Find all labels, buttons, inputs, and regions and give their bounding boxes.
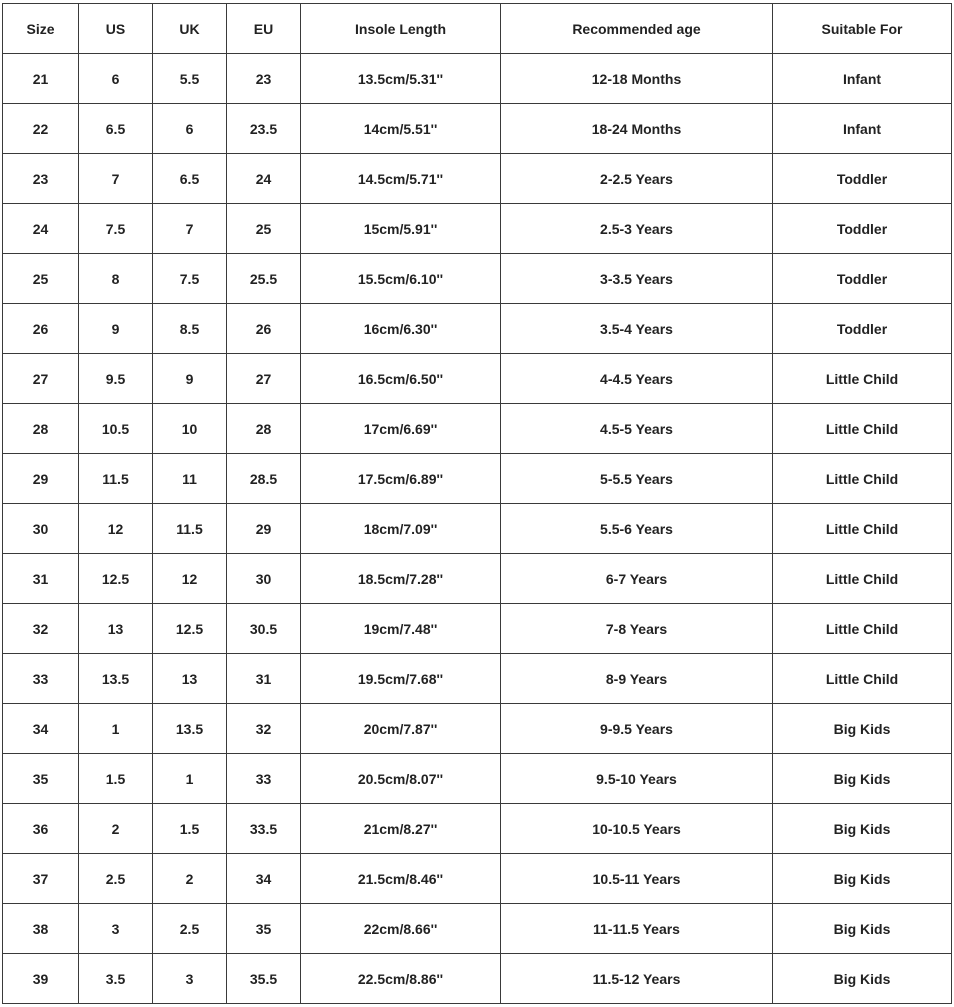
cell-insole-length: 18cm/7.09'' [301,504,501,554]
cell-size: 35 [3,754,79,804]
cell-suitable-for: Toddler [773,254,952,304]
cell-uk: 7.5 [153,254,227,304]
cell-size: 28 [3,404,79,454]
cell-uk: 13 [153,654,227,704]
cell-uk: 8.5 [153,304,227,354]
cell-recommended-age: 7-8 Years [501,604,773,654]
cell-uk: 12 [153,554,227,604]
cell-insole-length: 16.5cm/6.50'' [301,354,501,404]
column-header-us: US [79,4,153,54]
table-row [3,904,952,954]
cell-recommended-age: 5-5.5 Years [501,454,773,504]
column-header-eu: EU [227,4,301,54]
cell-suitable-for: Little Child [773,604,952,654]
cell-suitable-for: Big Kids [773,954,952,1004]
cell-suitable-for: Big Kids [773,854,952,904]
cell-us: 8 [79,254,153,304]
cell-eu: 30.5 [227,604,301,654]
cell-recommended-age: 12-18 Months [501,54,773,104]
cell-insole-length: 20cm/7.87'' [301,704,501,754]
cell-insole-length: 21cm/8.27'' [301,804,501,854]
cell-size: 30 [3,504,79,554]
table-row [3,654,952,704]
cell-size: 39 [3,954,79,1004]
cell-uk: 3 [153,954,227,1004]
table-row [3,354,952,404]
cell-recommended-age: 3.5-4 Years [501,304,773,354]
cell-us: 7 [79,154,153,204]
cell-size: 32 [3,604,79,654]
cell-size: 25 [3,254,79,304]
cell-recommended-age: 5.5-6 Years [501,504,773,554]
table-header [3,4,952,54]
cell-uk: 1.5 [153,804,227,854]
cell-size: 34 [3,704,79,754]
cell-eu: 34 [227,854,301,904]
cell-size: 27 [3,354,79,404]
column-header-size: Size [3,4,79,54]
cell-us: 10.5 [79,404,153,454]
cell-insole-length: 16cm/6.30'' [301,304,501,354]
cell-insole-length: 15cm/5.91'' [301,204,501,254]
cell-insole-length: 18.5cm/7.28'' [301,554,501,604]
cell-suitable-for: Little Child [773,554,952,604]
cell-size: 22 [3,104,79,154]
cell-size: 24 [3,204,79,254]
cell-uk: 11 [153,454,227,504]
cell-recommended-age: 4.5-5 Years [501,404,773,454]
table-row [3,54,952,104]
cell-uk: 6.5 [153,154,227,204]
cell-suitable-for: Little Child [773,654,952,704]
cell-size: 23 [3,154,79,204]
cell-uk: 6 [153,104,227,154]
cell-us: 13.5 [79,654,153,704]
header-row [3,4,952,54]
cell-insole-length: 13.5cm/5.31'' [301,54,501,104]
cell-eu: 30 [227,554,301,604]
cell-uk: 11.5 [153,504,227,554]
column-header-recommended-age: Recommended age [501,4,773,54]
cell-us: 3 [79,904,153,954]
column-header-uk: UK [153,4,227,54]
size-chart-table [2,3,952,1004]
cell-us: 9.5 [79,354,153,404]
table-row [3,404,952,454]
cell-eu: 35 [227,904,301,954]
cell-suitable-for: Little Child [773,504,952,554]
cell-us: 2 [79,804,153,854]
cell-suitable-for: Little Child [773,404,952,454]
cell-eu: 25 [227,204,301,254]
cell-size: 31 [3,554,79,604]
cell-eu: 33.5 [227,804,301,854]
cell-suitable-for: Toddler [773,154,952,204]
cell-eu: 31 [227,654,301,704]
table-row [3,454,952,504]
cell-recommended-age: 2.5-3 Years [501,204,773,254]
cell-recommended-age: 11.5-12 Years [501,954,773,1004]
cell-recommended-age: 10-10.5 Years [501,804,773,854]
cell-recommended-age: 2-2.5 Years [501,154,773,204]
cell-size: 38 [3,904,79,954]
table-row [3,604,952,654]
cell-suitable-for: Little Child [773,354,952,404]
cell-us: 2.5 [79,854,153,904]
cell-eu: 23.5 [227,104,301,154]
cell-insole-length: 19cm/7.48'' [301,604,501,654]
cell-insole-length: 21.5cm/8.46'' [301,854,501,904]
cell-us: 13 [79,604,153,654]
cell-size: 37 [3,854,79,904]
table-row [3,804,952,854]
cell-us: 1.5 [79,754,153,804]
cell-recommended-age: 10.5-11 Years [501,854,773,904]
cell-us: 6 [79,54,153,104]
cell-recommended-age: 4-4.5 Years [501,354,773,404]
table-row [3,704,952,754]
cell-suitable-for: Big Kids [773,704,952,754]
cell-recommended-age: 18-24 Months [501,104,773,154]
table-row [3,104,952,154]
table-row [3,504,952,554]
cell-size: 26 [3,304,79,354]
cell-size: 21 [3,54,79,104]
cell-eu: 24 [227,154,301,204]
cell-eu: 25.5 [227,254,301,304]
cell-size: 29 [3,454,79,504]
cell-us: 12.5 [79,554,153,604]
cell-eu: 26 [227,304,301,354]
cell-insole-length: 19.5cm/7.68'' [301,654,501,704]
cell-insole-length: 22.5cm/8.86'' [301,954,501,1004]
cell-suitable-for: Toddler [773,204,952,254]
cell-us: 7.5 [79,204,153,254]
cell-uk: 5.5 [153,54,227,104]
cell-uk: 12.5 [153,604,227,654]
cell-recommended-age: 6-7 Years [501,554,773,604]
cell-insole-length: 17cm/6.69'' [301,404,501,454]
cell-eu: 32 [227,704,301,754]
cell-us: 3.5 [79,954,153,1004]
cell-eu: 33 [227,754,301,804]
cell-uk: 9 [153,354,227,404]
cell-us: 6.5 [79,104,153,154]
cell-suitable-for: Big Kids [773,754,952,804]
table-row [3,954,952,1004]
cell-insole-length: 14cm/5.51'' [301,104,501,154]
cell-size: 33 [3,654,79,704]
cell-recommended-age: 9.5-10 Years [501,754,773,804]
cell-insole-length: 20.5cm/8.07'' [301,754,501,804]
cell-recommended-age: 3-3.5 Years [501,254,773,304]
cell-recommended-age: 8-9 Years [501,654,773,704]
cell-insole-length: 17.5cm/6.89'' [301,454,501,504]
cell-uk: 10 [153,404,227,454]
cell-uk: 7 [153,204,227,254]
table-body [3,54,952,1004]
table-row [3,754,952,804]
cell-suitable-for: Little Child [773,454,952,504]
cell-uk: 13.5 [153,704,227,754]
table-row [3,554,952,604]
cell-eu: 35.5 [227,954,301,1004]
cell-eu: 28.5 [227,454,301,504]
cell-uk: 2.5 [153,904,227,954]
cell-uk: 1 [153,754,227,804]
cell-size: 36 [3,804,79,854]
table-row [3,154,952,204]
table-row [3,854,952,904]
cell-insole-length: 14.5cm/5.71'' [301,154,501,204]
column-header-insole-length: Insole Length [301,4,501,54]
cell-suitable-for: Infant [773,104,952,154]
cell-us: 9 [79,304,153,354]
cell-uk: 2 [153,854,227,904]
cell-insole-length: 22cm/8.66'' [301,904,501,954]
cell-eu: 23 [227,54,301,104]
cell-us: 12 [79,504,153,554]
table-row [3,254,952,304]
cell-recommended-age: 11-11.5 Years [501,904,773,954]
cell-suitable-for: Infant [773,54,952,104]
cell-us: 1 [79,704,153,754]
cell-suitable-for: Big Kids [773,904,952,954]
table-row [3,304,952,354]
table-row [3,204,952,254]
cell-insole-length: 15.5cm/6.10'' [301,254,501,304]
cell-recommended-age: 9-9.5 Years [501,704,773,754]
cell-eu: 29 [227,504,301,554]
cell-eu: 27 [227,354,301,404]
cell-eu: 28 [227,404,301,454]
cell-suitable-for: Big Kids [773,804,952,854]
cell-us: 11.5 [79,454,153,504]
cell-suitable-for: Toddler [773,304,952,354]
column-header-suitable-for: Suitable For [773,4,952,54]
